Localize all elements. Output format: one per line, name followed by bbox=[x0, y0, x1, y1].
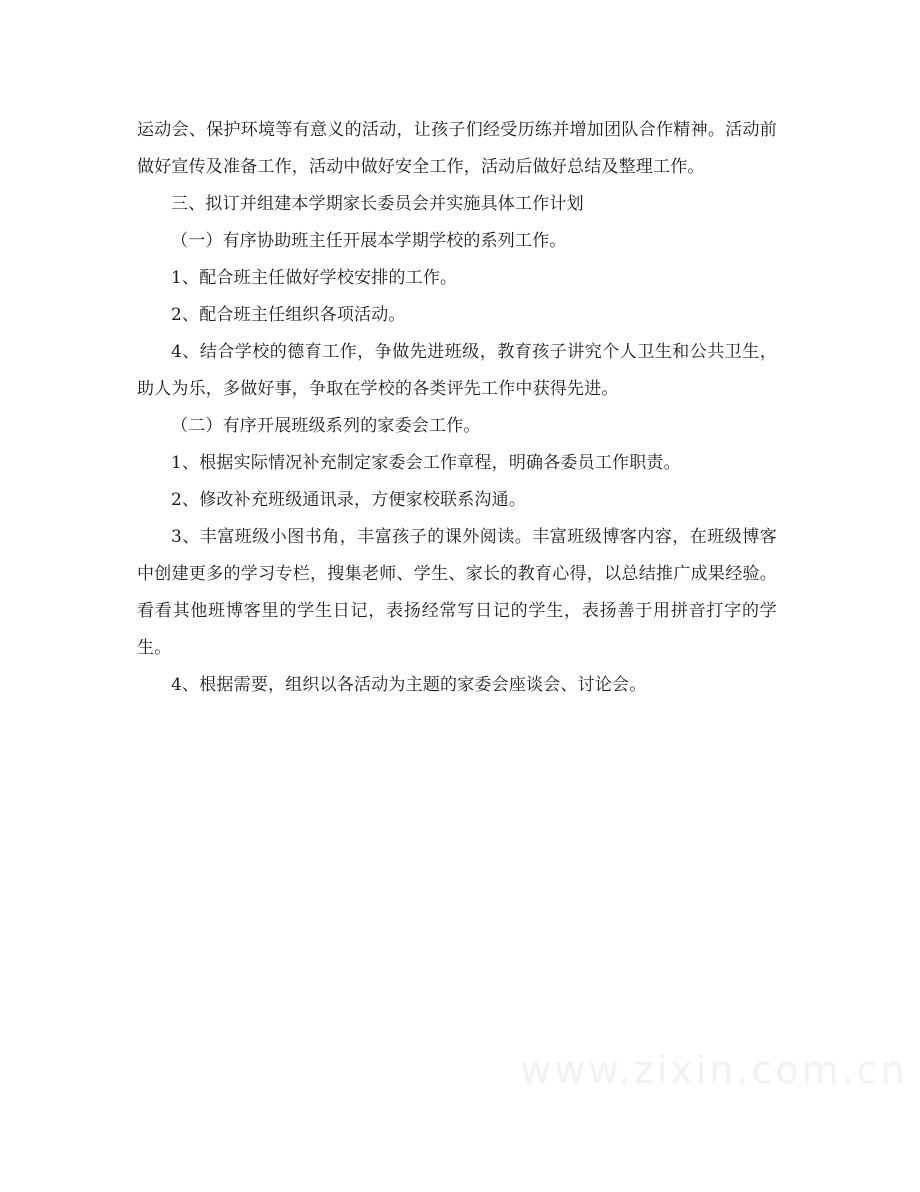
list-item-4b: 4、根据需要，组织以各活动为主题的家委会座谈会、讨论会。 bbox=[171, 675, 647, 695]
list-item-2b: 2、修改补充班级通讯录，方便家校联系沟通。 bbox=[171, 490, 527, 510]
list-item-3b: 3、丰富班级小图书角，丰富孩子的课外阅读。丰富班级博客内容，在班级博客中创建更多的学习专栏，搜集老师、学生、家长的教育心得，以总结推广成果经验。看看其他班博客里的学生日记，表扬经常写日记的学生，表扬善于用拼音打字的学生。 bbox=[137, 527, 777, 658]
watermark: www.zixin.com.cn bbox=[520, 1048, 908, 1092]
section-heading-parent-committee: 三、拟订并组建本学期家长委员会并实施具体工作计划 bbox=[171, 194, 584, 214]
list-item-4: 4、结合学校的德育工作，争做先进班级，教育孩子讲究个人卫生和公共卫生，助人为乐，多做好事，争取在学校的各类评先工作中获得先进。 bbox=[137, 342, 777, 399]
subsection-heading-1: （一）有序协助班主任开展本学期学校的系列工作。 bbox=[171, 231, 567, 251]
list-item-1b: 1、根据实际情况补充制定家委会工作章程，明确各委员工作职责。 bbox=[171, 453, 681, 473]
list-item-1: 1、配合班主任做好学校安排的工作。 bbox=[171, 268, 458, 288]
paragraph-activities-continued: 运动会、保护环境等有意义的活动，让孩子们经受历练并增加团队合作精神。活动前做好宣传及准备工作，活动中做好安全工作，活动后做好总结及整理工作。 bbox=[137, 120, 777, 177]
subsection-heading-2: （二）有序开展班级系列的家委会工作。 bbox=[171, 416, 481, 436]
list-item-2: 2、配合班主任组织各项活动。 bbox=[171, 305, 406, 325]
document-body bbox=[137, 112, 777, 704]
